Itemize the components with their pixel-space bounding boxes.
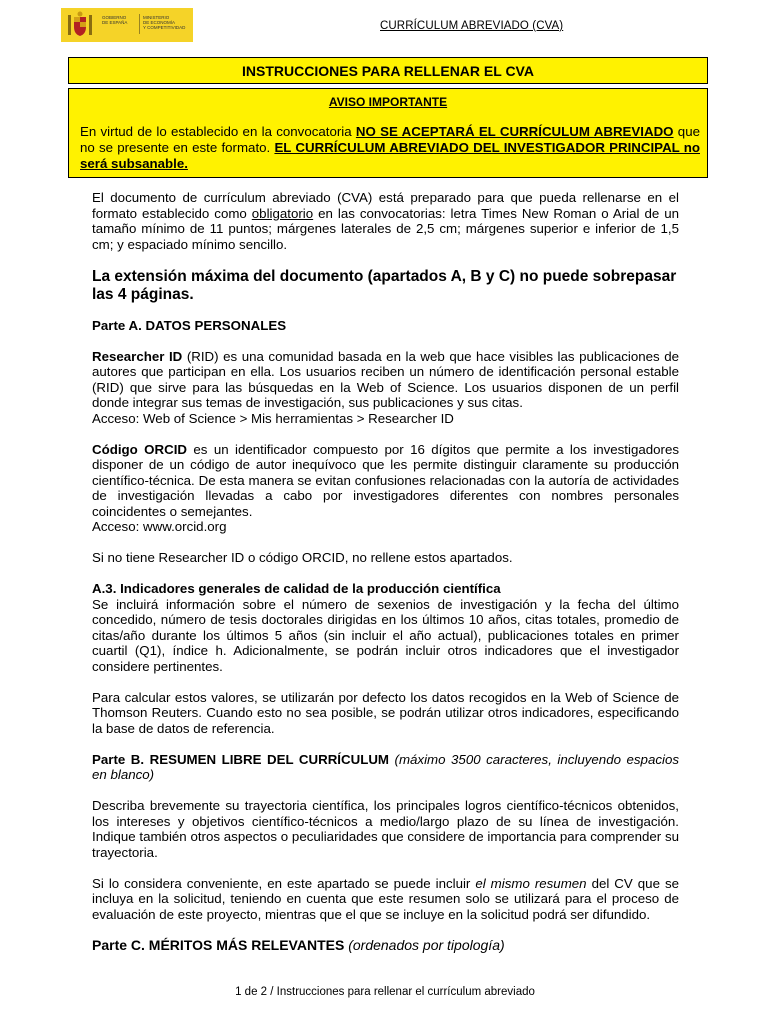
a3-paragraph: Se incluirá información sobre el número de sexenios de investigación y la fecha del último concedido, número de tesis doctorales dirigidas en los últimos 10 años, citas totales, promedio de citas/año durante los últimos 5 años (sin incluir el año actual), publicaciones totales en primer cuartil (Q1), índice h. Adicionalmente, se podrán incluir otros indicadores que el investigador considere pertinentes. <box>92 596 679 674</box>
a3-heading: A.3. Indicadores generales de calidad de la producción científica <box>92 581 501 596</box>
notice-text: En virtud de lo establecido en la convocatoria NO SE ACEPTARÁ EL CURRÍCULUM ABREVIADO que no se presente en este formato. EL CURRÍCULUM ABREVIADO DEL INVESTIGADOR PRINCIPAL no será subsanable. <box>80 124 700 171</box>
researcher-id-access: Acceso: Web of Science > Mis herramientas > Researcher ID <box>92 410 454 426</box>
part-a-heading: Parte A. DATOS PERSONALES <box>92 317 287 333</box>
page-footer: 1 de 2 / Instrucciones para rellenar el currículum abreviado <box>235 986 535 998</box>
notice-box <box>68 88 708 178</box>
instructions-title-box <box>68 57 708 84</box>
max-length-notice: La extensión máxima del documento (apartados A, B y C) no puede sobrepasar las 4 páginas. <box>92 267 677 303</box>
format-paragraph: El documento de currículum abreviado (CVA) está preparado para que pueda rellenarse en el formato establecido como obligatorio en las convocatorias: letra Times New Roman o Arial de un tamaño mínimo de 11 puntos; márgenes laterales de 2,5 cm; márgenes superior e inferior de 1,5 cm; y espaciado mínimo sencillo. <box>92 190 679 252</box>
researcher-id-paragraph: Researcher ID (RID) es una comunidad basada en la web que hace visibles las publicaciones de autores que participan en ella. Los usuarios reciben un número de identificación personal estable (RID) que sirve para las búsquedas en la Web of Science. Los usuarios disponen de un perfil donde integrar sus temas de investigación, sus publicaciones y sus citas. <box>92 348 679 410</box>
document-body <box>92 190 679 969</box>
orcid-access: Acceso: www.orcid.org <box>92 519 227 534</box>
calculation-paragraph: Para calcular estos valores, se utilizarán por defecto los datos recogidos en la Web of Science de Thomson Reuters. Cuando esto no sea posible, se podrán utilizar otros indicadores, especificando la base de datos de referencia. <box>92 689 679 736</box>
government-text: GOBIERNO DE ESPAÑA <box>102 15 128 25</box>
no-id-note: Si no tiene Researcher ID o código ORCID, no rellene estos apartados. <box>92 550 513 565</box>
ministry-text: MINISTERIO DE ECONOMÍA Y COMPETITIVIDAD <box>143 15 186 30</box>
government-logo <box>61 8 193 42</box>
part-b-summary-paragraph: Si lo considera conveniente, en este apartado se puede incluir el mismo resumen del CV que se incluya en la solicitud, teniendo en cuenta que este resumen solo se utilizará para el proceso de evaluación de este proyecto, mientras que el que se incluye en la solicitud podrá ser difundido. <box>92 875 679 922</box>
instructions-title: INSTRUCCIONES PARA RELLENAR EL CVA <box>242 63 534 79</box>
part-c-heading: Parte C. MÉRITOS MÁS RELEVANTES (ordenados por tipología) <box>92 936 505 953</box>
notice-heading: AVISO IMPORTANTE <box>328 95 448 109</box>
part-b-paragraph: Describa brevemente su trayectoria científica, los principales logros científico-técnicos obtenidos, los intereses y objetivos científico-técnicos a medio/largo plazo de su línea de investigación. Indique también otros aspectos o peculiaridades que considere de importancia para comprender su trayectoria. <box>92 798 679 860</box>
logo-divider <box>139 14 140 34</box>
part-b-heading: Parte B. RESUMEN LIBRE DEL CURRÍCULUM (máximo 3500 caracteres, incluyendo espacios en blanco) <box>92 751 679 782</box>
document-header-title: CURRÍCULUM ABREVIADO (CVA) <box>380 20 564 32</box>
orcid-paragraph: Código ORCID es un identificador compuesto por 16 dígitos que permite a los investigadores disponer de un código de autor inequívoco que les permite distinguir claramente su producción científico-técnica. De esta manera se evitan confusiones relacionadas con la autoría de actividades de investigación llevadas a cabo por investigadores diferentes con nombres personales coincidentes o semejantes. <box>92 441 680 519</box>
coat-of-arms-icon <box>65 11 95 39</box>
